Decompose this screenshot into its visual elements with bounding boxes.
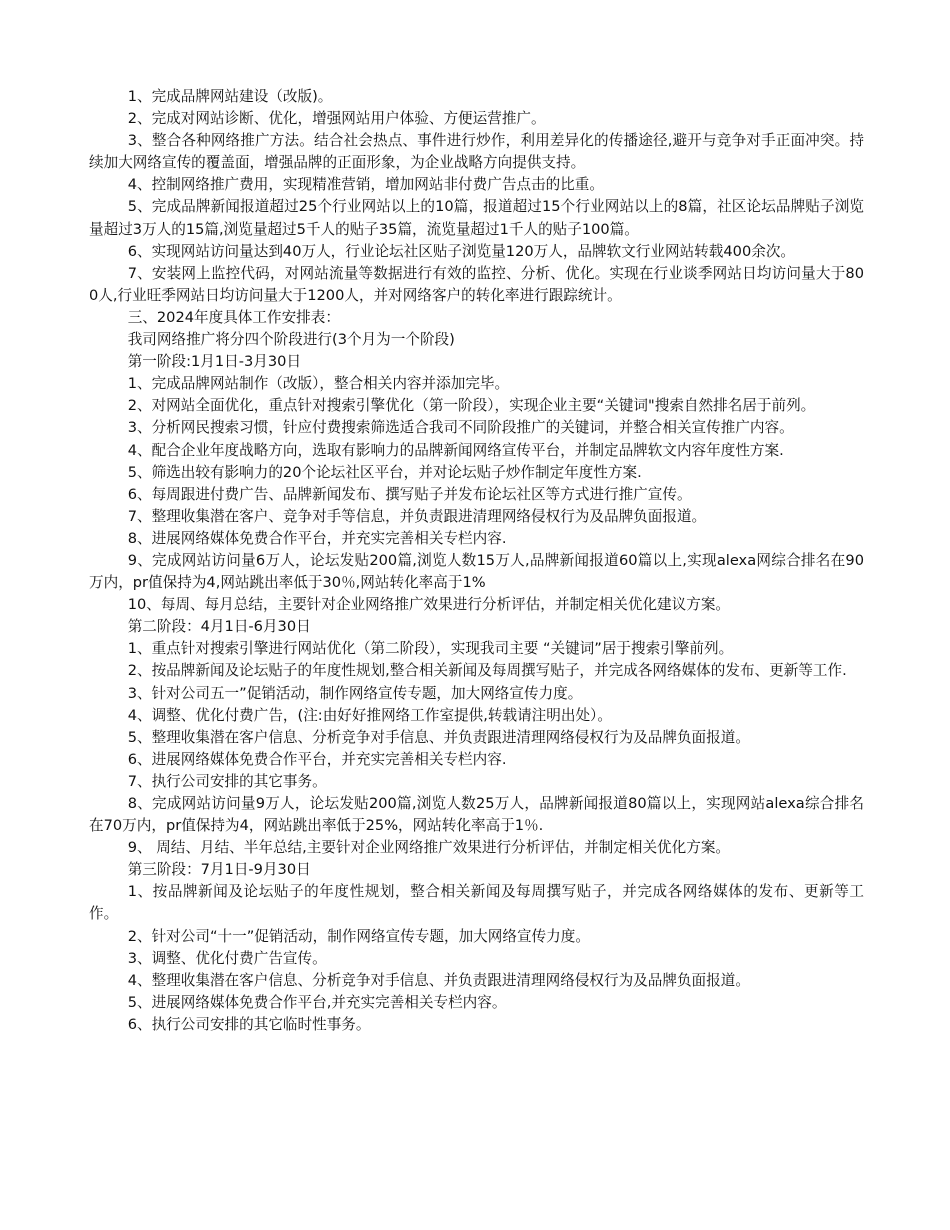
phase-heading: 第三阶段：7月1日-9月30日 [127,861,311,879]
phase-item: 7、执行公司安排的其它事务。 [127,772,327,790]
phase-item: 3、针对公司五一”促销活动，制作网络宣传专题，加大网络宣传力度。 [127,684,583,702]
phase-item: 2、针对公司“十一”促销活动，制作网络宣传专题，加大网络宣传力度。 [127,927,590,945]
phase-item: 4、配合企业年度战略方向，选取有影响力的品牌新闻网络宣传平台，并制定品牌软文内容年度性方案. [127,441,784,459]
goal-item: 4、控制网络推广费用，实现精准营销，增加网站非付费广告点击的比重。 [127,176,604,194]
phase-item: 9、 周结、月结、半年总结,主要针对企业网络推广效果进行分析评估，并制定相关优化方案。 [127,839,731,857]
phase-item: 4、调整、优化付费广告，(注:由好好推网络工作室提供,转载请注明出处）。 [127,706,612,724]
phase-heading: 第一阶段:1月1日-3月30日 [127,353,302,371]
phase-heading: 第二阶段：4月1日-6月30日 [127,618,311,636]
goal-item: 2、完成对网站诊断、优化，增强网站用户体验、方便运营推广。 [127,110,546,128]
phase-item: 6、进展网络媒体免费合作平台，并充实完善相关专栏内容. [127,750,507,768]
phase-item: 6、执行公司安排的其它临时性事务。 [127,1015,371,1033]
goal-item: 1、完成品牌网站建设（改版)。 [127,88,333,105]
phase-item: 8、完成网站访问量9万人，论坛发贴200篇,浏览人数25万人，品牌新闻报道80篇以上，实现网站alexa综合排名在70万内，pr值保持为4，网站跳出率低于25%，网站转化率高于1％. [89,795,864,835]
phase-item: 4、整理收集潜在客户信息、分析竞争对手信息、并负责跟进清理网络侵权行为及品牌负面报道。 [127,971,750,989]
phase-item: 1、按品牌新闻及论坛贴子的年度性规划，整合相关新闻及每周撰写贴子，并完成各网络媒体的发布、更新等工作。 [89,883,864,923]
phase-item: 10、每周、每月总结，主要针对企业网络推广效果进行分析评估，并制定相关优化建议方案。 [127,596,731,614]
phase-item: 3、分析网民搜索习惯，针应付费搜索筛选适合我司不同阶段推广的关键词，并整合相关宣传推广内容。 [127,419,794,437]
goal-item: 3、整合各种网络推广方法。结合社会热点、事件进行炒作，利用差异化的传播途径,避开与竞争对手正面冲突。持续加大网络宣传的覆盖面，增强品牌的正面形象，为企业战略方向提供支持。 [89,132,864,172]
phase-item: 8、进展网络媒体免费合作平台，并充实完善相关专栏内容. [127,529,507,547]
phase-item: 5、进展网络媒体免费合作平台,并充实完善相关专栏内容。 [127,993,507,1011]
goal-item: 5、完成品牌新闻报道超过25个行业网站以上的10篇，报道超过15个行业网站以上的8篇，社区论坛品牌贴子浏览量超过3万人的15篇,浏览量超过5千人的贴子35篇，流览量超过1千人的贴子100篇。 [89,198,864,238]
goal-item: 7、安装网上监控代码，对网站流量等数据进行有效的监控、分析、优化。实现在行业谈季网站日均访问量大于800人,行业旺季网站日均访问量大于1200人，并对网络客户的转化率进行跟踪统计。 [89,264,864,304]
phase-item: 5、筛选出较有影响力的20个论坛社区平台，并对论坛贴子炒作制定年度性方案. [127,463,642,481]
phase-item: 6、每周跟进付费广告、品牌新闻发布、撰写贴子并发布论坛社区等方式进行推广宣传。 [127,485,692,503]
phase-item: 7、整理收集潜在客户、竞争对手等信息，并负责跟进清理网络侵权行为及品牌负面报道。 [127,507,707,525]
phase-item: 1、完成品牌网站制作（改版），整合相关内容并添加完毕。 [127,375,510,393]
phase-item: 9、完成网站访问量6万人，论坛发贴200篇,浏览人数15万人,品牌新闻报道60篇以上,实现alexa网综合排名在90万内，pr值保持为4,网站跳出率低于30％,网站转化率高于1% [89,551,864,592]
section-heading: 三、2024年度具体工作安排表： [127,308,340,326]
phase-item: 5、整理收集潜在客户信息、分析竞争对手信息、并负责跟进清理网络侵权行为及品牌负面报道。 [127,728,750,746]
phase-item: 2、按品牌新闻及论坛贴子的年度性规划,整合相关新闻及每周撰写贴子，并完成各网络媒体的发布、更新等工作. [127,662,847,680]
goal-item: 6、实现网站访问量达到40万人，行业论坛社区贴子浏览量120万人，品牌软文行业网站转载400余次。 [127,242,796,260]
phase-item: 1、重点针对搜索引擎进行网站优化（第二阶段），实现我司主要 “关键词”居于搜索引擎前列。 [127,640,734,658]
phase-item: 3、调整、优化付费广告宣传。 [127,949,327,967]
document-body [89,86,864,1036]
section-intro: 我司网络推广将分四个阶段进行(3个月为一个阶段) [127,331,455,349]
phase-item: 2、对网站全面优化，重点针对搜索引擎优化（第一阶段），实现企业主要“关键词"搜索自然排名居于前列。 [127,397,816,415]
